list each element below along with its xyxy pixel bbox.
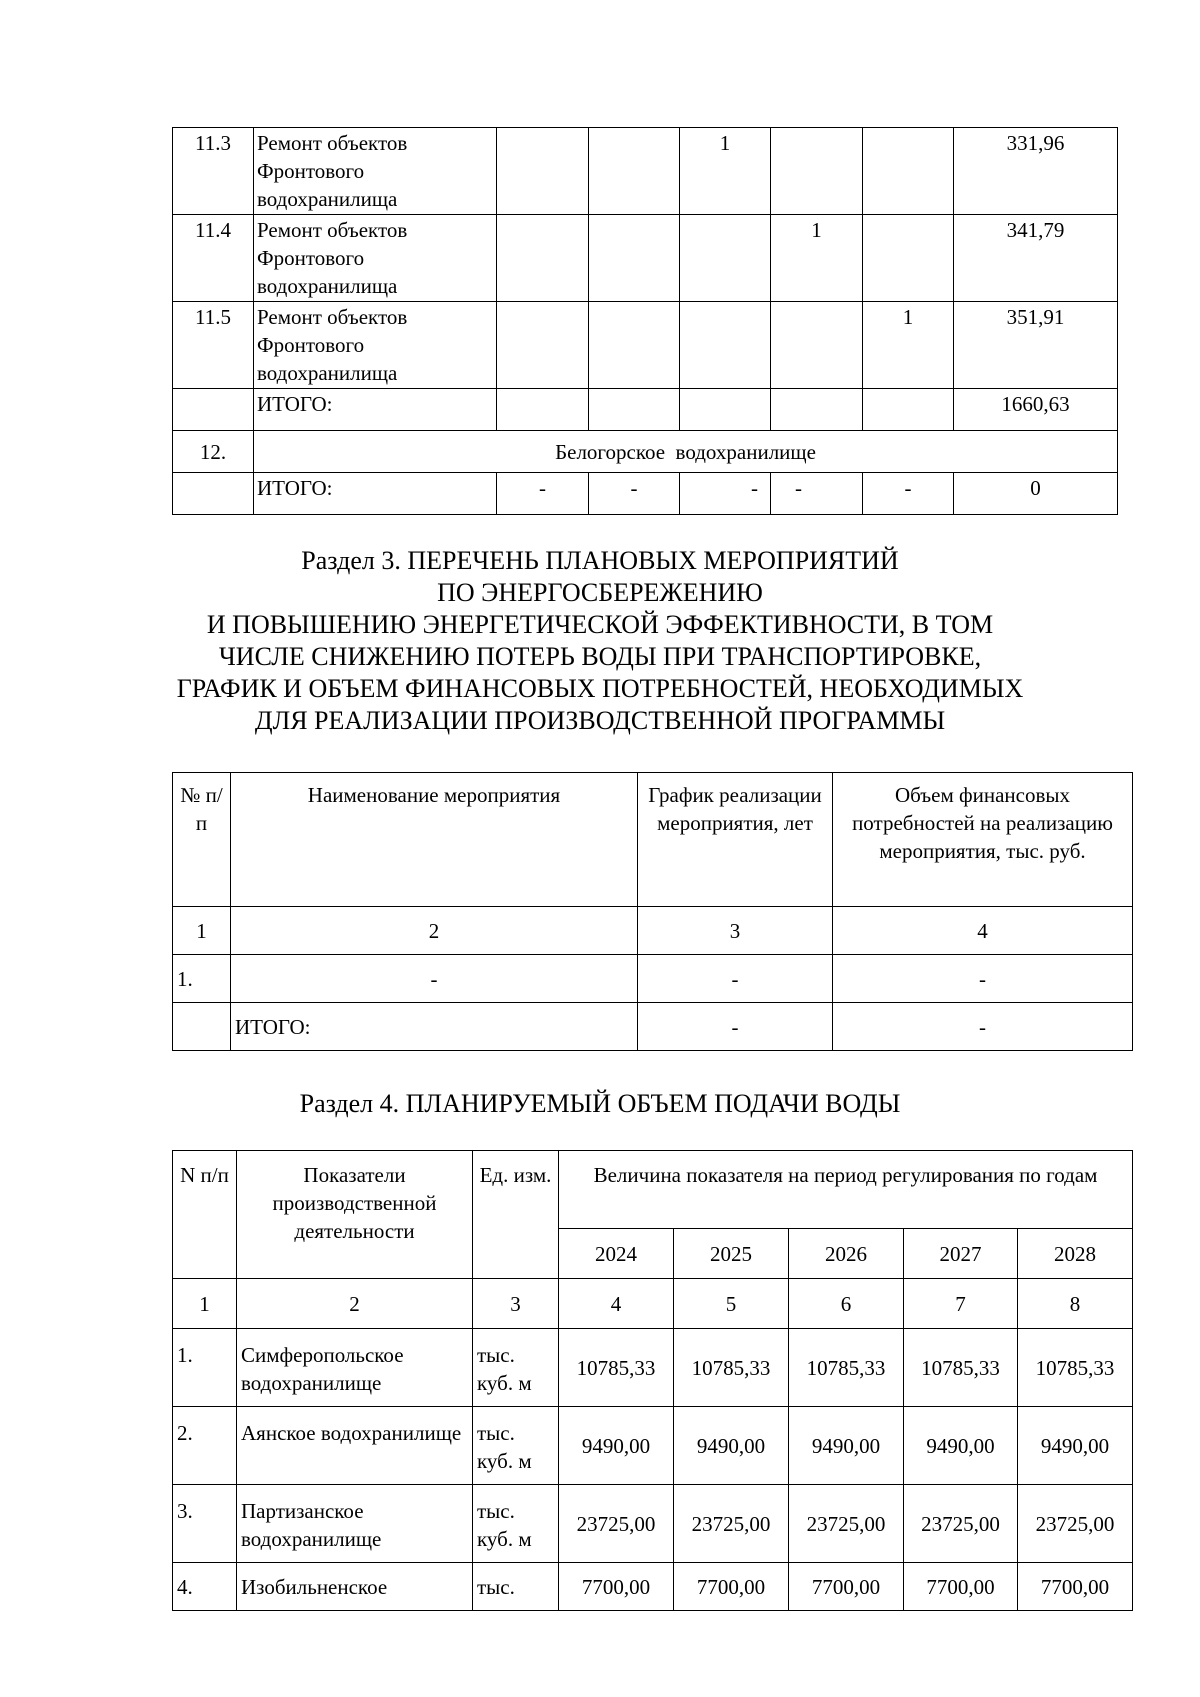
header-volume: Объем финансовых потребностей на реализацию мероприятия, тыс. руб.: [833, 773, 1133, 907]
row-unit: тыс. куб. м: [473, 1329, 559, 1407]
section3-heading: [150, 545, 1050, 737]
column-number: 1: [173, 907, 231, 955]
header-unit: Ед. изм.: [473, 1151, 559, 1279]
heading-line: ГРАФИК И ОБЪЕМ ФИНАНСОВЫХ ПОТРЕБНОСТЕЙ, НЕОБХОДИМЫХ: [176, 674, 1024, 703]
header-number: № п/п: [173, 773, 231, 907]
row-total: 341,79: [954, 215, 1118, 302]
row-unit: тыс. куб. м: [473, 1485, 559, 1563]
row-name: Ремонт объектов Фронтового водохранилища: [254, 215, 497, 302]
cell: [680, 389, 771, 431]
cell: [771, 128, 863, 215]
value-cell: 7700,00: [904, 1563, 1018, 1611]
row-name: Симферопольское водохранилище: [237, 1329, 473, 1407]
table-row: [173, 1329, 1133, 1407]
row-unit: тыс. куб. м: [473, 1407, 559, 1485]
top-table: [172, 127, 1118, 515]
cell: [771, 302, 863, 389]
itogo-label: ИТОГО:: [231, 1003, 638, 1051]
value-cell: 23725,00: [789, 1485, 904, 1563]
column-number: 4: [833, 907, 1133, 955]
cell: -: [638, 955, 833, 1003]
table-row: [173, 128, 1118, 215]
section4-table: [172, 1150, 1133, 1611]
cell: [589, 389, 680, 431]
value-cell: 9490,00: [789, 1407, 904, 1485]
value-cell: 9490,00: [674, 1407, 789, 1485]
cell: [771, 389, 863, 431]
row-number: 3.: [173, 1485, 237, 1563]
value-cell: 9490,00: [904, 1407, 1018, 1485]
column-number: 6: [789, 1279, 904, 1329]
value-cell: 7700,00: [674, 1563, 789, 1611]
header-indicators: Показатели производственной деятельности: [237, 1151, 473, 1279]
column-numbers-row: [173, 907, 1133, 955]
cell: -: [497, 473, 589, 515]
cell: [497, 389, 589, 431]
value-cell: 23725,00: [559, 1485, 674, 1563]
cell: [497, 302, 589, 389]
row-number: 1.: [173, 1329, 237, 1407]
value-cell: 7700,00: [1018, 1563, 1133, 1611]
header-row: [173, 1151, 1133, 1229]
itogo-label: ИТОГО:: [254, 389, 497, 431]
column-number: 2: [231, 907, 638, 955]
table-row: [173, 215, 1118, 302]
table-row: [173, 302, 1118, 389]
header-row: [173, 773, 1133, 907]
table-row: [173, 955, 1133, 1003]
cell: [863, 128, 954, 215]
itogo-total: 1660,63: [954, 389, 1118, 431]
value-cell: 10785,33: [904, 1329, 1018, 1407]
row-name: Изобильненское: [237, 1563, 473, 1611]
row-number: 1.: [173, 955, 231, 1003]
section-title: Белогорское водохранилище: [254, 431, 1118, 473]
row-unit: тыс.: [473, 1563, 559, 1611]
cell: [173, 473, 254, 515]
value-cell: 7700,00: [559, 1563, 674, 1611]
value-cell: 23725,00: [904, 1485, 1018, 1563]
table-row: [173, 1485, 1133, 1563]
section4-heading: Раздел 4. ПЛАНИРУЕМЫЙ ОБЪЕМ ПОДАЧИ ВОДЫ: [299, 1089, 901, 1118]
row-number: 11.4: [173, 215, 254, 302]
cell: [863, 389, 954, 431]
cell: 1: [771, 215, 863, 302]
row-total: 351,91: [954, 302, 1118, 389]
value-cell: 23725,00: [674, 1485, 789, 1563]
row-total: 331,96: [954, 128, 1118, 215]
column-number: 7: [904, 1279, 1018, 1329]
heading-line: ПО ЭНЕРГОСБЕРЕЖЕНИЮ: [437, 578, 763, 607]
cell: -: [833, 1003, 1133, 1051]
heading-line: Раздел 3. ПЕРЕЧЕНЬ ПЛАНОВЫХ МЕРОПРИЯТИЙ: [301, 546, 899, 575]
value-cell: 10785,33: [559, 1329, 674, 1407]
row-name: Партизанское водохранилище: [237, 1485, 473, 1563]
column-number: 3: [473, 1279, 559, 1329]
cell: [589, 128, 680, 215]
cell: 1: [863, 302, 954, 389]
column-number: 5: [674, 1279, 789, 1329]
header-schedule: График реализации мероприятия, лет: [638, 773, 833, 907]
cell: [680, 302, 771, 389]
cell: [173, 1003, 231, 1051]
value-cell: 10785,33: [1018, 1329, 1133, 1407]
cell: -: [589, 473, 680, 515]
itogo-row: [173, 389, 1118, 431]
cell: [589, 215, 680, 302]
value-cell: 9490,00: [1018, 1407, 1133, 1485]
cell: -: [680, 473, 771, 515]
year-2028: 2028: [1018, 1229, 1133, 1279]
row-number: 4.: [173, 1563, 237, 1611]
cell: 1: [680, 128, 771, 215]
cell: -: [771, 473, 863, 515]
row-name: Ремонт объектов Фронтового водохранилища: [254, 128, 497, 215]
value-cell: 7700,00: [789, 1563, 904, 1611]
year-2024: 2024: [559, 1229, 674, 1279]
row-number: 11.5: [173, 302, 254, 389]
row-number: 2.: [173, 1407, 237, 1485]
row-name: Аянское водохранилище: [237, 1407, 473, 1485]
itogo-total: 0: [954, 473, 1118, 515]
cell: -: [833, 955, 1133, 1003]
cell: [863, 215, 954, 302]
section3-table: [172, 772, 1133, 1051]
cell: -: [863, 473, 954, 515]
column-number: 1: [173, 1279, 237, 1329]
table-row: [173, 1563, 1133, 1611]
cell: [173, 389, 254, 431]
cell: [497, 215, 589, 302]
value-cell: 10785,33: [789, 1329, 904, 1407]
year-2025: 2025: [674, 1229, 789, 1279]
value-cell: 9490,00: [559, 1407, 674, 1485]
heading-line: ДЛЯ РЕАЛИЗАЦИИ ПРОИЗВОДСТВЕННОЙ ПРОГРАММЫ: [254, 706, 946, 735]
cell: [589, 302, 680, 389]
row-name: Ремонт объектов Фронтового водохранилища: [254, 302, 497, 389]
header-number: N п/п: [173, 1151, 237, 1279]
column-number: 2: [237, 1279, 473, 1329]
column-numbers-row: [173, 1279, 1133, 1329]
cell: -: [638, 1003, 833, 1051]
column-number: 3: [638, 907, 833, 955]
value-cell: 23725,00: [1018, 1485, 1133, 1563]
heading-line: И ПОВЫШЕНИЮ ЭНЕРГЕТИЧЕСКОЙ ЭФФЕКТИВНОСТИ, В ТОМ: [206, 610, 994, 639]
table-row: [173, 1407, 1133, 1485]
header-name: Наименование мероприятия: [231, 773, 638, 907]
itogo-label: ИТОГО:: [254, 473, 497, 515]
heading-line: ЧИСЛЕ СНИЖЕНИЮ ПОТЕРЬ ВОДЫ ПРИ ТРАНСПОРТИРОВКЕ,: [218, 642, 982, 671]
year-2026: 2026: [789, 1229, 904, 1279]
column-number: 4: [559, 1279, 674, 1329]
cell: [680, 215, 771, 302]
itogo-row: [173, 473, 1118, 515]
column-number: 8: [1018, 1279, 1133, 1329]
header-period: Величина показателя на период регулирования по годам: [559, 1151, 1133, 1229]
itogo-row: [173, 1003, 1133, 1051]
cell: [497, 128, 589, 215]
value-cell: 10785,33: [674, 1329, 789, 1407]
cell: -: [231, 955, 638, 1003]
section-number: 12.: [173, 431, 254, 473]
row-number: 11.3: [173, 128, 254, 215]
section-row: [173, 431, 1118, 473]
year-2027: 2027: [904, 1229, 1018, 1279]
